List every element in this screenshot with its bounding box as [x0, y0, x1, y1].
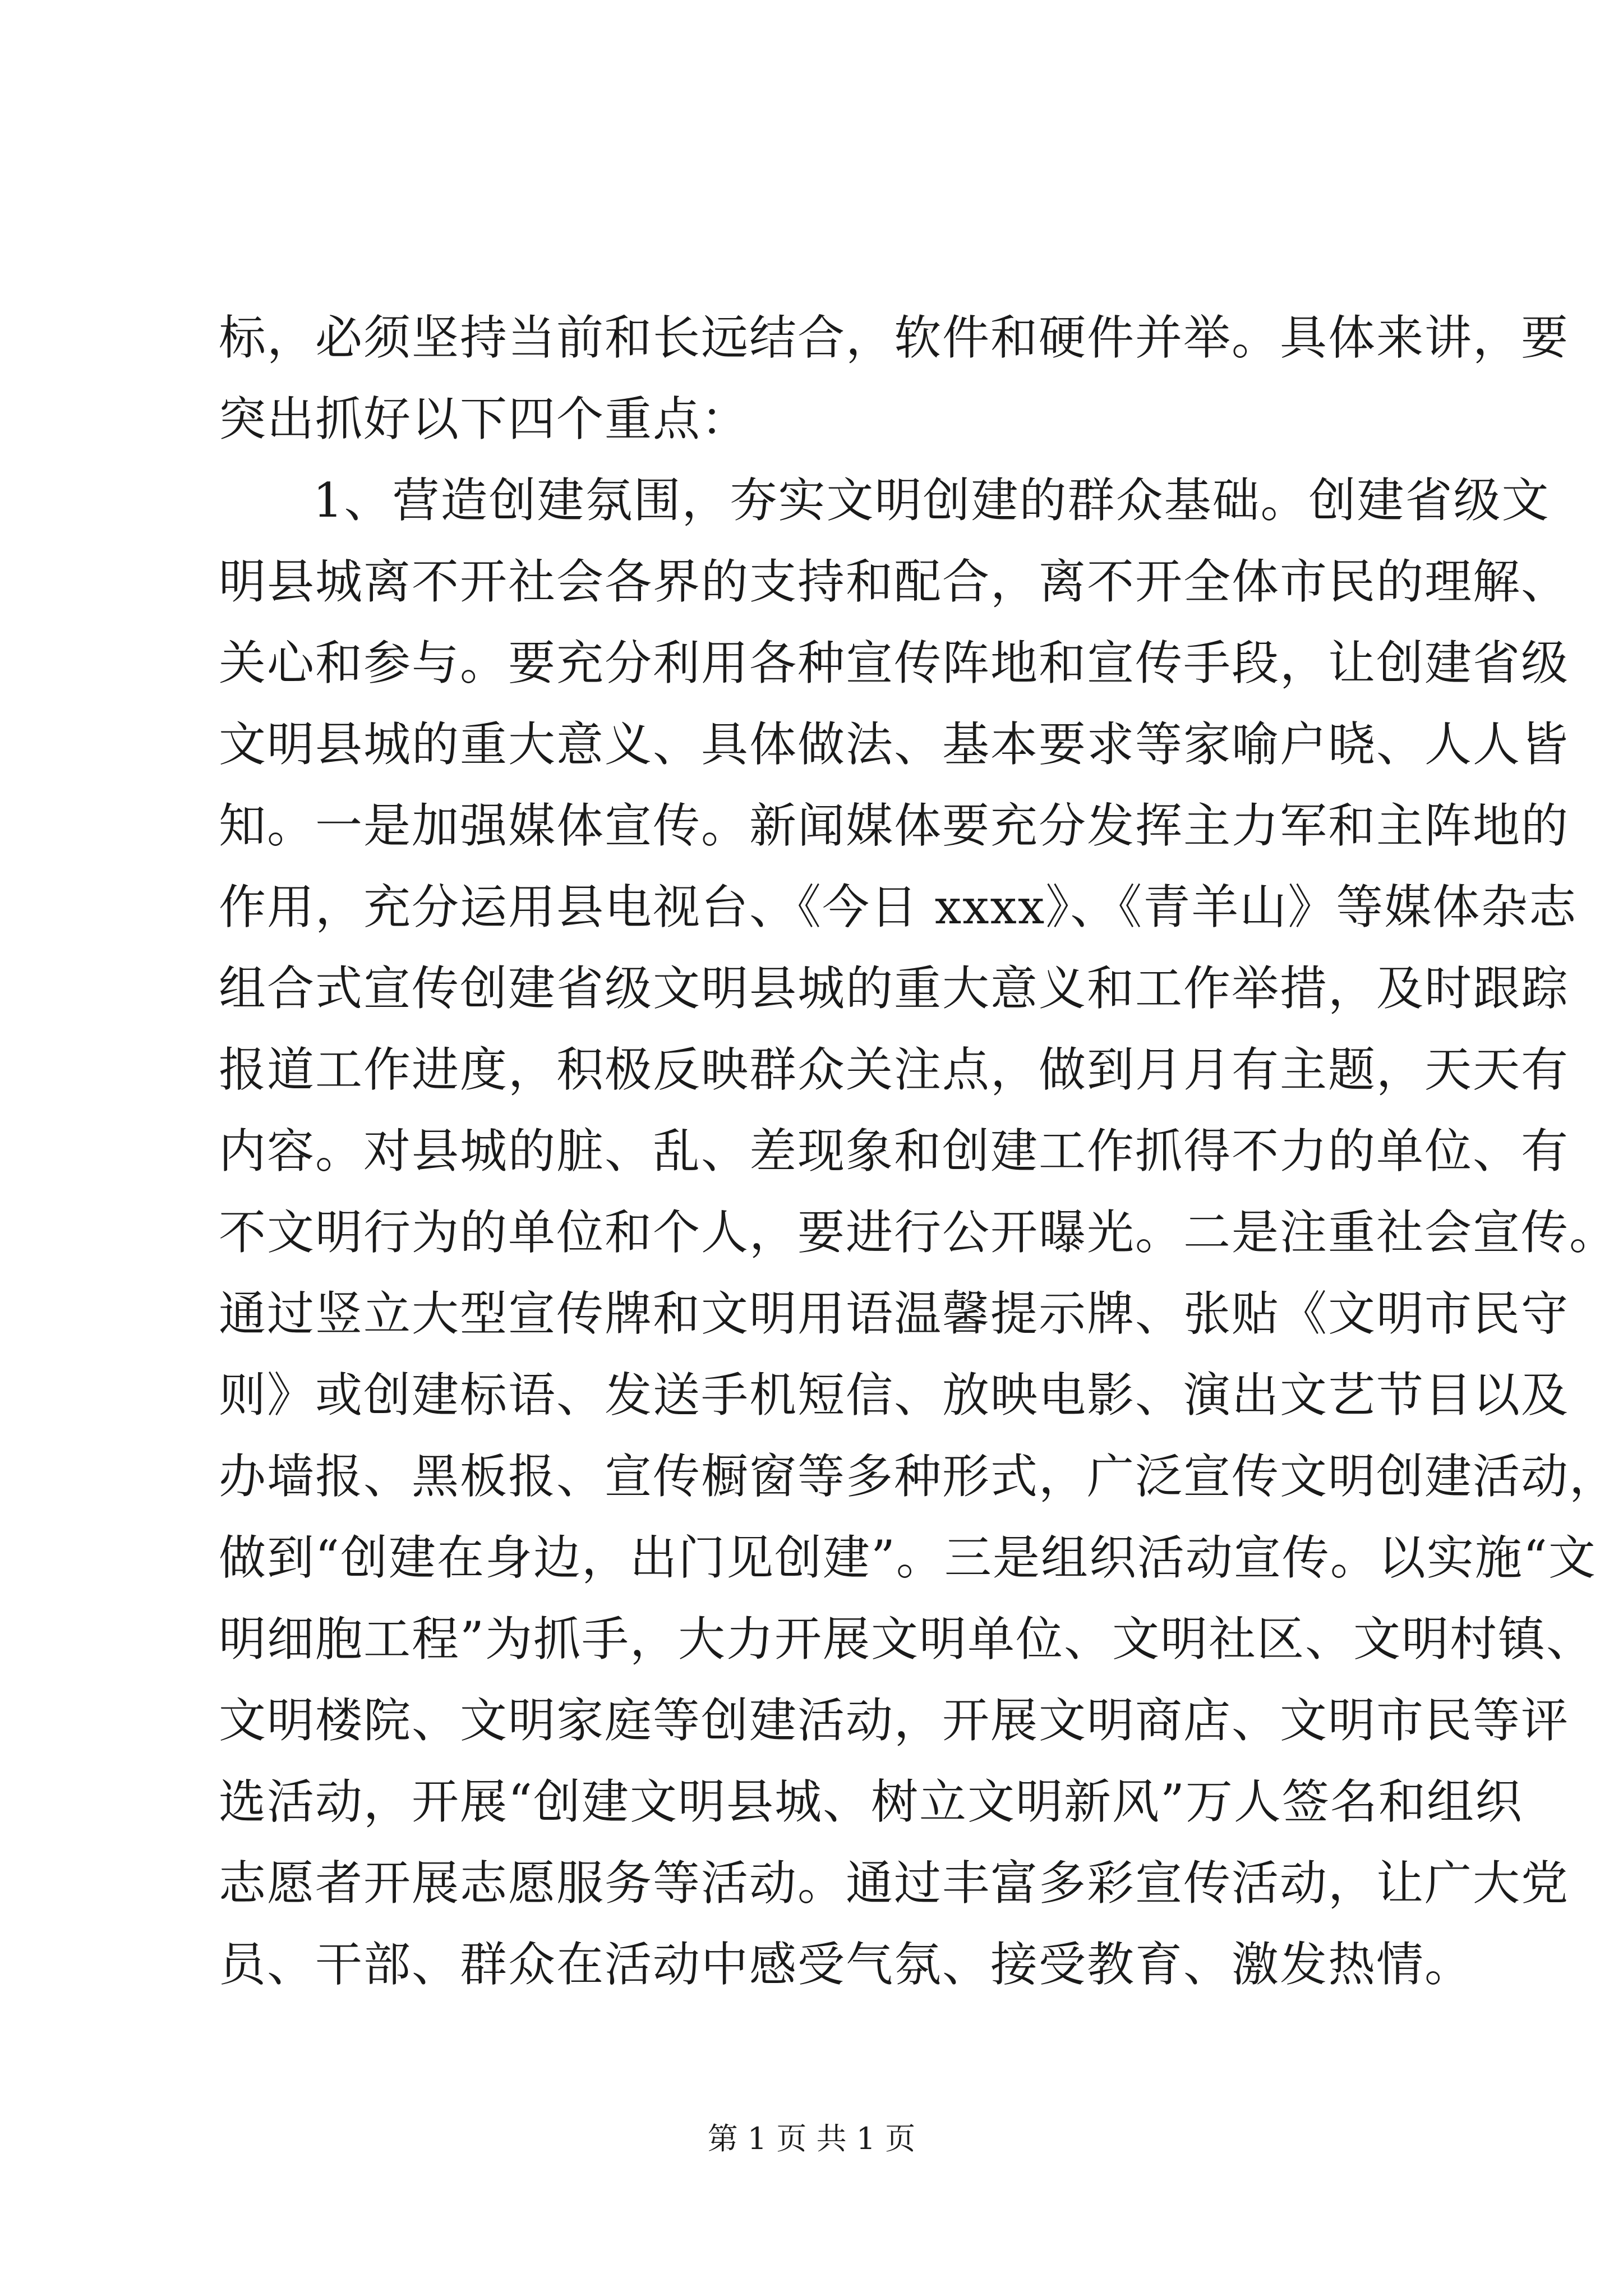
text-line: 知。一是加强媒体宣传。新闻媒体要充分发挥主力军和主阵地的 — [219, 798, 1570, 853]
document-body — [219, 297, 1618, 2005]
page-footer: 第 1 页 共 1 页 — [707, 2121, 916, 2156]
text-line: 内容。对县城的脏、乱、差现象和创建工作抓得不力的单位、有 — [219, 1124, 1570, 1179]
text-line: 办墙报、黑板报、宣传橱窗等多种形式，广泛宣传文明创建活动， — [219, 1449, 1618, 1504]
text-line: 标，必须坚持当前和长远结合，软件和硬件并举。具体来讲，要 — [219, 310, 1570, 365]
text-line: 明细胞工程”为抓手，大力开展文明单位、文明社区、文明村镇、 — [219, 1612, 1594, 1667]
text-line: 文明县城的重大意义、具体做法、基本要求等家喻户晓、人人皆 — [219, 717, 1570, 772]
text-line: 不文明行为的单位和个人，要进行公开曝光。二是注重社会宣传。 — [219, 1205, 1618, 1260]
text-line: 报道工作进度，积极反映群众关注点，做到月月有主题，天天有 — [219, 1042, 1570, 1097]
text-line: 通过竖立大型宣传牌和文明用语温馨提示牌、张贴《文明市民守 — [219, 1286, 1570, 1341]
text-line: 做到“创建在身边，出门见创建”。三是组织活动宣传。以实施“文 — [219, 1530, 1597, 1585]
text-line: 员、干部、群众在活动中感受气氛、接受教育、激发热情。 — [219, 1937, 1473, 1992]
text-line: 关心和参与。要充分利用各种宣传阵地和宣传手段，让创建省级 — [219, 636, 1570, 691]
text-line: 志愿者开展志愿服务等活动。通过丰富多彩宣传活动，让广大党 — [219, 1856, 1570, 1911]
text-line: 则》或创建标语、发送手机短信、放映电影、演出文艺节目以及 — [219, 1368, 1570, 1423]
text-line: 明县城离不开社会各界的支持和配合，离不开全体市民的理解、 — [219, 554, 1570, 609]
text-line: 突出抓好以下四个重点： — [219, 392, 750, 447]
text-line: 组合式宣传创建省级文明县城的重大意义和工作举措，及时跟踪 — [219, 961, 1570, 1016]
paragraph-start-line: 1、营造创建氛围，夯实文明创建的群众基础。创建省级文 — [313, 473, 1550, 528]
text-line: 作用，充分运用县电视台、《今日 xxxx》、《青羊山》等媒体杂志 — [219, 880, 1578, 935]
text-line: 选活动，开展“创建文明县城、树立文明新风”万人签名和组织 — [219, 1774, 1523, 1829]
text-line: 文明楼院、文明家庭等创建活动，开展文明商店、文明市民等评 — [219, 1693, 1570, 1748]
